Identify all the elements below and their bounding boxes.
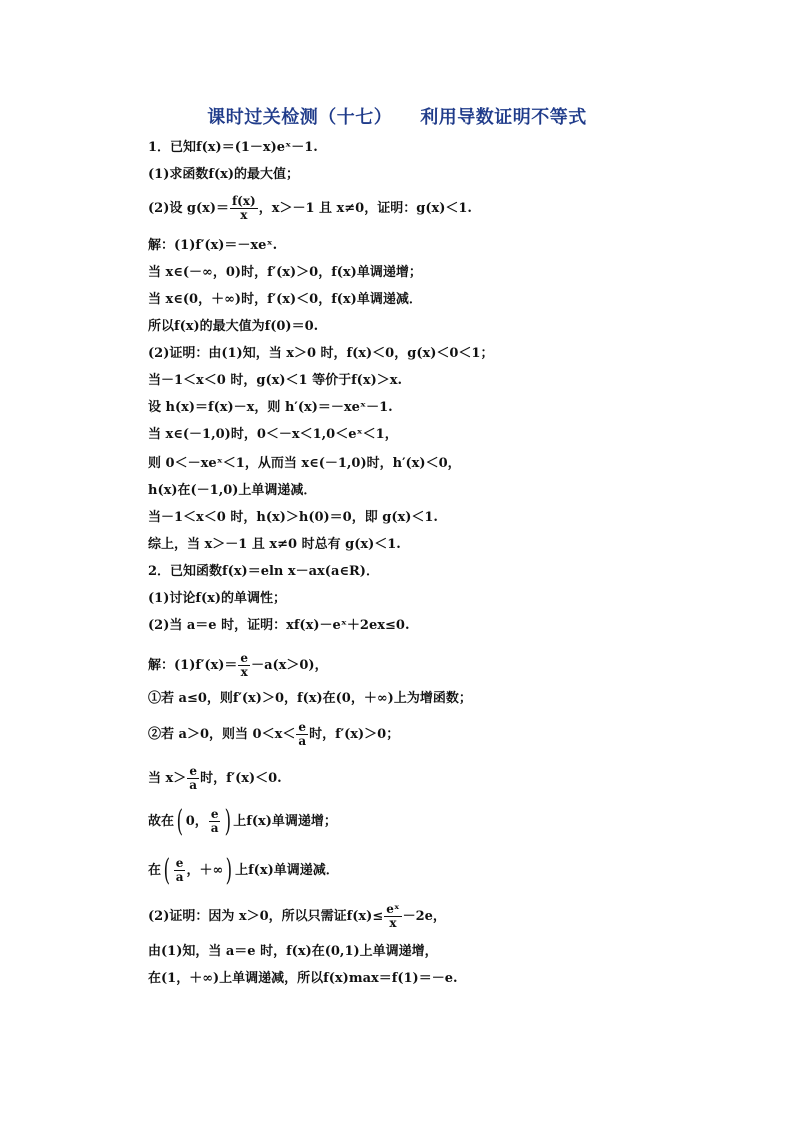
solution-line: 当 x∈(－∞，0)时，f′(x)＞0，f(x)单调递增；	[148, 265, 422, 280]
solution-line: h(x)在(－1,0)上单调递减．	[148, 483, 317, 498]
solution-line: 解：(1)f′(x)＝－xeˣ.	[148, 238, 278, 253]
problem1-part2: (2)设 g(x)＝ $\frac{f(x)}{x}$ ，x＞－1 且 x≠0，证明：g(x)＜1.	[148, 194, 472, 222]
solution-line: 所以f(x)的最大值为f(0)＝0.	[148, 319, 319, 334]
fraction: $\frac{e}{a}$	[210, 807, 219, 835]
solution-line: (2)证明：因为 x＞0，所以只需证f(x)≤ $\frac{\text{eˣ}}{x}$ －2e，	[148, 902, 446, 930]
problem1-part1: (1)求函数f(x)的最大值；	[148, 167, 299, 182]
fraction: $\frac{e}{x}$	[240, 651, 249, 679]
title-main: 课时过关检测（十七）	[207, 107, 393, 128]
solution-line: 当 x＞ $\frac{e}{a}$ 时，f′(x)＜0.	[148, 764, 282, 792]
solution-line: 当－1＜x＜0 时，h(x)＞h(0)＝0，即 g(x)＜1.	[148, 510, 438, 525]
solution-line: 在( $\frac{e}{a}$ ，＋∞) 上f(x)单调递减．	[148, 852, 339, 888]
solution-line: 当－1＜x＜0 时，g(x)＜1 等价于f(x)＞x.	[148, 373, 403, 388]
solution-line: ①若 a≤0，则f′(x)＞0，f(x)在(0，＋∞)上为增函数；	[148, 691, 472, 706]
solution-line: 解：(1)f′(x)＝ $\frac{e}{x}$ －a(x＞0)，	[148, 651, 328, 679]
solution-line: 设 h(x)＝f(x)－x，则 h′(x)＝－xeˣ－1.	[148, 400, 393, 415]
fraction: $\frac{\text{eˣ}}{x}$	[386, 902, 400, 930]
fraction: $\frac{e}{a}$	[298, 720, 307, 748]
fraction: $\frac{e}{a}$	[175, 856, 184, 884]
title-sub: 利用导数证明不等式	[420, 107, 587, 128]
page-title	[0, 103, 794, 129]
solution-line: 则 0＜－xeˣ＜1，从而当 x∈(－1,0)时，h′(x)＜0，	[148, 456, 461, 471]
solution-line: 当 x∈(0，＋∞)时，f′(x)＜0，f(x)单调递减．	[148, 292, 422, 307]
problem1-stem: 1．已知f(x)＝(1－x)eˣ－1.	[148, 140, 318, 155]
solution-line: ②若 a＞0，则当 0＜x＜ $\frac{e}{a}$ 时，f′(x)＞0；	[148, 720, 400, 748]
problem2-stem: 2．已知函数f(x)＝eln x－ax(a∈R)．	[148, 564, 379, 579]
solution-line: 在(1，＋∞)上单调递减，所以f(x)max＝f(1)＝－e.	[148, 971, 458, 986]
problem2-part2: (2)当 a＝e 时，证明：xf(x)－eˣ＋2ex≤0.	[148, 618, 410, 633]
solution-line: (2)证明：由(1)知，当 x＞0 时，f(x)＜0，g(x)＜0＜1；	[148, 346, 494, 361]
solution-line: 由(1)知，当 a＝e 时，f(x)在(0,1)上单调递增，	[148, 944, 438, 959]
fraction: $\frac{e}{a}$	[189, 764, 198, 792]
fraction: $\frac{f(x)}{x}$	[232, 194, 256, 222]
solution-line: 综上，当 x＞－1 且 x≠0 时总有 g(x)＜1.	[148, 537, 401, 552]
solution-line: 当 x∈(－1,0)时，0＜－x＜1,0＜eˣ＜1，	[148, 427, 398, 442]
problem2-part1: (1)讨论f(x)的单调性；	[148, 591, 286, 606]
solution-line: 故在( 0， $\frac{e}{a}$ ) 上f(x)单调递增；	[148, 803, 337, 839]
